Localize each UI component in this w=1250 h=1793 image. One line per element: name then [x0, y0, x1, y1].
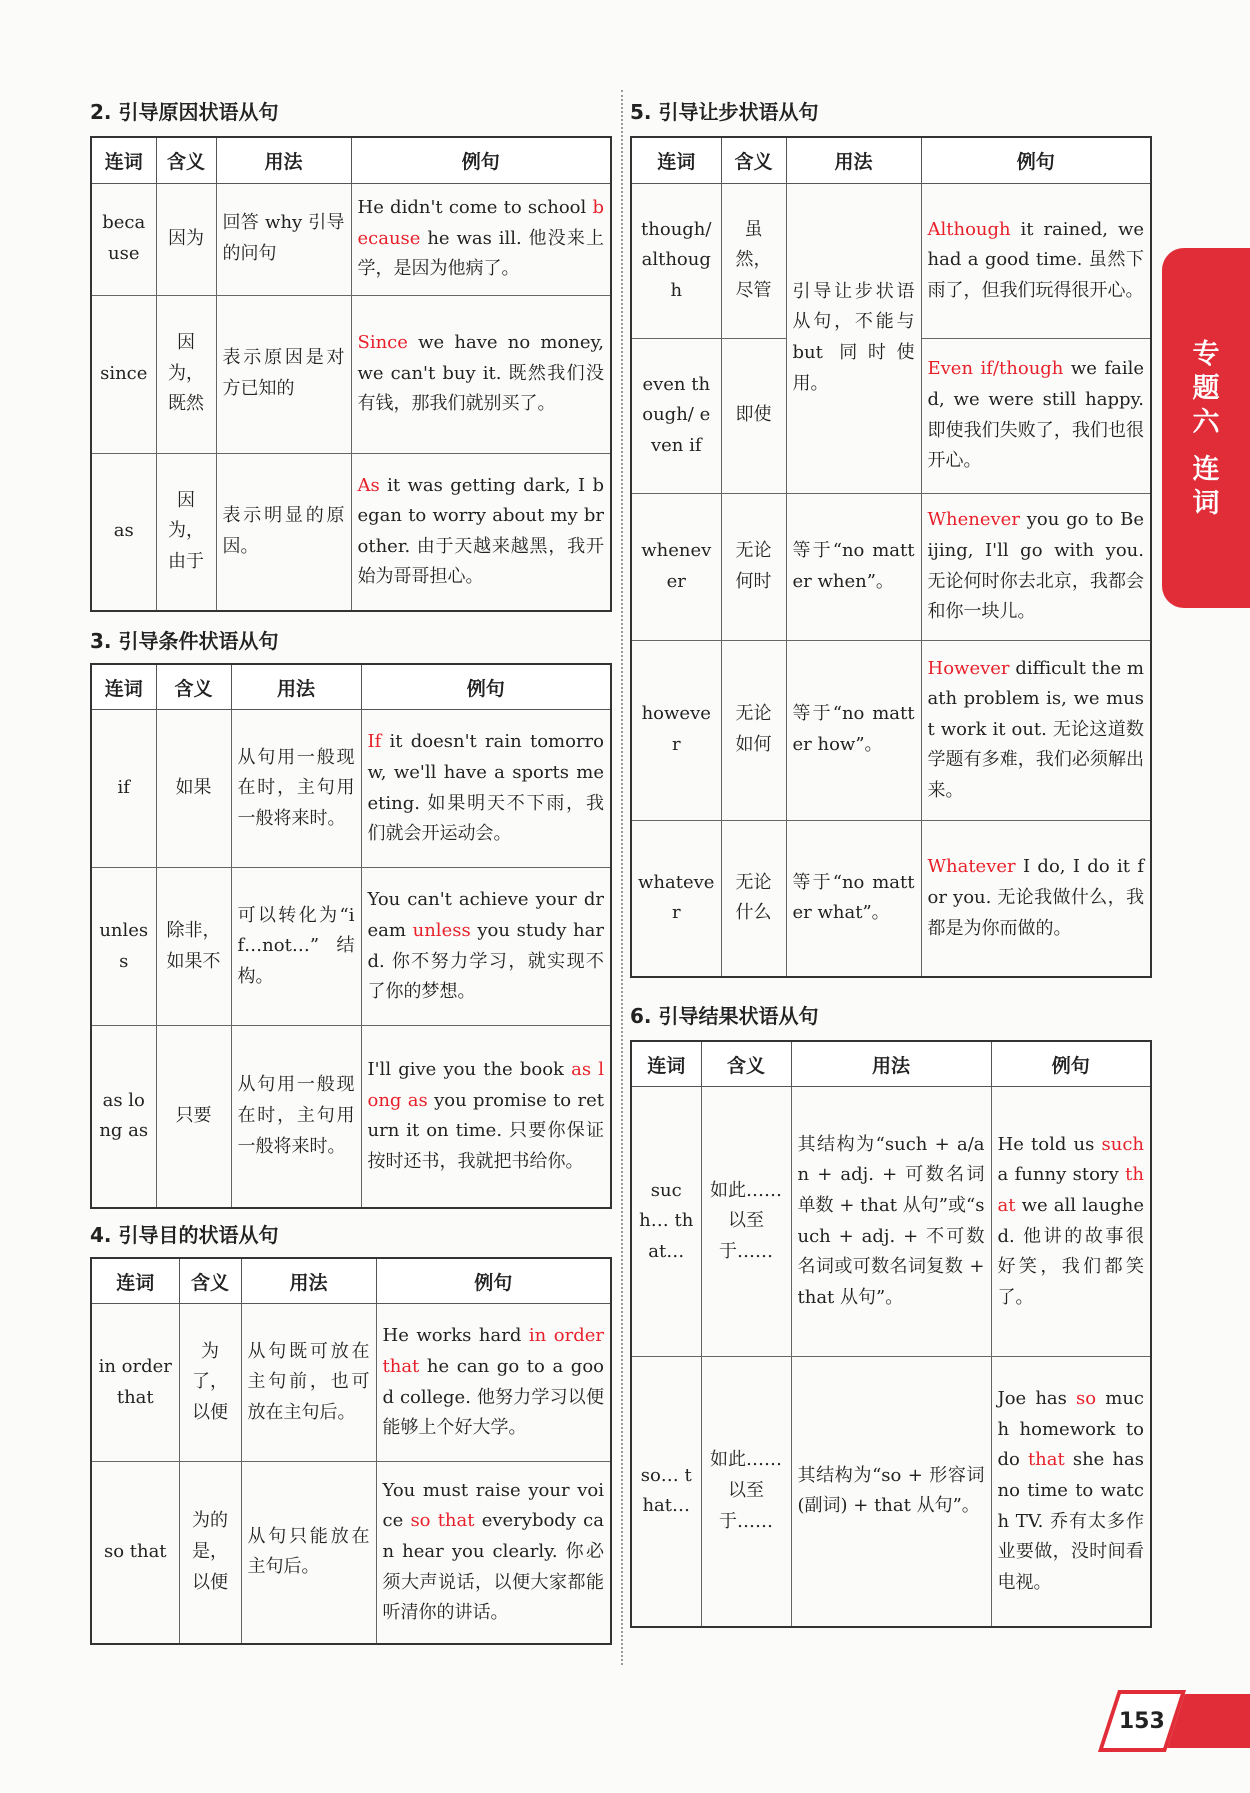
example-cell: However difficult the math problem is, we must work it out. 无论这道数学题有多难，我们必须解出来。: [921, 640, 1151, 820]
page-number: 153: [1119, 1708, 1165, 1734]
usage-cell: 引导让步状语从句，不能与 but 同时使用。: [786, 183, 921, 493]
section-5-title: 5. 引导让步状语从句: [630, 100, 819, 124]
conj-cell: as long as: [91, 1026, 156, 1208]
side-tab-char: 连: [1192, 454, 1220, 486]
example-cell: Although it rained, we had a good time. 虽然下雨了，但我们玩得很开心。: [921, 183, 1151, 338]
header-conj: 连词: [631, 1041, 701, 1087]
usage-cell: 表示原因是对方已知的: [216, 295, 351, 453]
header-meaning: 含义: [721, 137, 786, 183]
table-row: [631, 183, 1151, 338]
example-cell: He told us such a funny story that we all laughed. 他讲的故事很好笑，我们都笑了。: [991, 1087, 1151, 1357]
conj-cell: unless: [91, 868, 156, 1026]
example-cell: He didn't come to school because he was ill. 他没来上学，是因为他病了。: [351, 183, 611, 295]
chapter-side-tab: [1162, 248, 1250, 608]
meaning-cell: 无论何时: [721, 493, 786, 640]
table-row: [91, 1026, 611, 1208]
example-cell: Whenever you go to Beijing, I'll go with you. 无论何时你去北京，我都会和你一块儿。: [921, 493, 1151, 640]
meaning-cell: 因为，由于: [156, 453, 216, 611]
header-conj: 连词: [631, 137, 721, 183]
header-usage: 用法: [231, 664, 361, 710]
conj-cell: even though/ even if: [631, 338, 721, 493]
side-tab-char: 词: [1192, 488, 1220, 519]
usage-cell: 等于“no matter when”。: [786, 493, 921, 640]
example-cell: You must raise your voice so that everybody can hear you clearly. 你必须大声说话，以便大家都能听清你的讲话。: [376, 1462, 611, 1644]
column-divider: [621, 90, 623, 1665]
usage-cell: 等于“no matter how”。: [786, 640, 921, 820]
usage-cell: 回答 why 引导的问句: [216, 183, 351, 295]
section-3-title: 3. 引导条件状语从句: [90, 629, 279, 653]
usage-cell: 从句只能放在主句后。: [241, 1462, 376, 1644]
usage-cell: 从句用一般现在时，主句用一般将来时。: [231, 1026, 361, 1208]
side-tab-char: 题: [1192, 372, 1220, 404]
table-row: [91, 453, 611, 611]
result-clause-table: [630, 1040, 1152, 1628]
conj-cell: if: [91, 710, 156, 868]
conj-cell: because: [91, 183, 156, 295]
causal-clause-table: [90, 136, 612, 612]
meaning-cell: 无论如何: [721, 640, 786, 820]
table-row: [91, 1462, 611, 1644]
usage-cell: 从句既可放在主句前，也可放在主句后。: [241, 1304, 376, 1462]
meaning-cell: 除非，如果不: [156, 868, 231, 1026]
example-cell: You can't achieve your dream unless you study hard. 你不努力学习，就实现不了你的梦想。: [361, 868, 611, 1026]
table-row: [631, 640, 1151, 820]
usage-cell: 表示明显的原因。: [216, 453, 351, 611]
header-example: 例句: [921, 137, 1151, 183]
usage-cell: 等于“no matter what”。: [786, 820, 921, 977]
header-conj: 连词: [91, 1258, 179, 1304]
example-cell: If it doesn't rain tomorrow, we'll have a sports meeting. 如果明天不下雨，我们就会开运动会。: [361, 710, 611, 868]
header-conj: 连词: [91, 137, 156, 183]
section-2-title: 2. 引导原因状语从句: [90, 100, 279, 124]
conj-cell: whatever: [631, 820, 721, 977]
header-usage: 用法: [791, 1041, 991, 1087]
header-example: 例句: [991, 1041, 1151, 1087]
example-cell: As it was getting dark, I began to worry about my brother. 由于天越来越黑，我开始为哥哥担心。: [351, 453, 611, 611]
usage-cell: 其结构为“such + a/an + adj. + 可数名词单数 + that 从句”或“such + adj. + 不可数名词或可数名词复数 + that 从句”。: [791, 1087, 991, 1357]
header-conj: 连词: [91, 664, 156, 710]
conj-cell: since: [91, 295, 156, 453]
table-row: [91, 183, 611, 295]
example-cell: He works hard in order that he can go to a good college. 他努力学习以便能够上个好大学。: [376, 1304, 611, 1462]
meaning-cell: 只要: [156, 1026, 231, 1208]
meaning-cell: 因为: [156, 183, 216, 295]
table-row: [631, 820, 1151, 977]
condition-clause-table: [90, 663, 612, 1209]
conj-cell: in order that: [91, 1304, 179, 1462]
page-number-badge: [1100, 1690, 1250, 1752]
header-example: 例句: [376, 1258, 611, 1304]
usage-cell: 从句用一般现在时，主句用一般将来时。: [231, 710, 361, 868]
example-cell: I'll give you the book as long as you promise to return it on time. 只要你保证按时还书，我就把书给你。: [361, 1026, 611, 1208]
header-meaning: 含义: [156, 664, 231, 710]
meaning-cell: 因为，既然: [156, 295, 216, 453]
header-usage: 用法: [241, 1258, 376, 1304]
table-row: [91, 868, 611, 1026]
table-row: [91, 1304, 611, 1462]
side-tab-char: 专: [1192, 339, 1220, 370]
table-row: [91, 710, 611, 868]
conj-cell: so… that…: [631, 1357, 701, 1627]
header-meaning: 含义: [156, 137, 216, 183]
meaning-cell: 如果: [156, 710, 231, 868]
usage-cell: 可以转化为“if…not…”结构。: [231, 868, 361, 1026]
side-tab-char: 六: [1192, 406, 1220, 438]
purpose-clause-table: [90, 1257, 612, 1645]
conj-cell: however: [631, 640, 721, 820]
meaning-cell: 为了，以便: [179, 1304, 241, 1462]
meaning-cell: 如此……以至于……: [701, 1087, 791, 1357]
header-meaning: 含义: [701, 1041, 791, 1087]
meaning-cell: 如此……以至于……: [701, 1357, 791, 1627]
conj-cell: such… that…: [631, 1087, 701, 1357]
header-example: 例句: [351, 137, 611, 183]
usage-cell: 其结构为“so + 形容词(副词) + that 从句”。: [791, 1357, 991, 1627]
table-row: [631, 1087, 1151, 1357]
header-meaning: 含义: [179, 1258, 241, 1304]
example-cell: Joe has so much homework to do that she has no time to watch TV. 乔有太多作业要做，没时间看电视。: [991, 1357, 1151, 1627]
section-6-title: 6. 引导结果状语从句: [630, 1004, 819, 1028]
meaning-cell: 虽然，尽管: [721, 183, 786, 338]
example-cell: Since we have no money, we can't buy it. 既然我们没有钱，那我们就别买了。: [351, 295, 611, 453]
header-example: 例句: [361, 664, 611, 710]
section-4-title: 4. 引导目的状语从句: [90, 1223, 279, 1247]
conj-cell: as: [91, 453, 156, 611]
meaning-cell: 即使: [721, 338, 786, 493]
table-row: [91, 295, 611, 453]
example-cell: Even if/though we failed, we were still happy. 即使我们失败了，我们也很开心。: [921, 338, 1151, 493]
table-row: [631, 1357, 1151, 1627]
conj-cell: so that: [91, 1462, 179, 1644]
concession-clause-table: [630, 136, 1152, 978]
header-usage: 用法: [216, 137, 351, 183]
meaning-cell: 无论什么: [721, 820, 786, 977]
example-cell: Whatever I do, I do it for you. 无论我做什么，我都是为你而做的。: [921, 820, 1151, 977]
meaning-cell: 为的是，以便: [179, 1462, 241, 1644]
header-usage: 用法: [786, 137, 921, 183]
table-row: [631, 493, 1151, 640]
conj-cell: though/ although: [631, 183, 721, 338]
conj-cell: whenever: [631, 493, 721, 640]
